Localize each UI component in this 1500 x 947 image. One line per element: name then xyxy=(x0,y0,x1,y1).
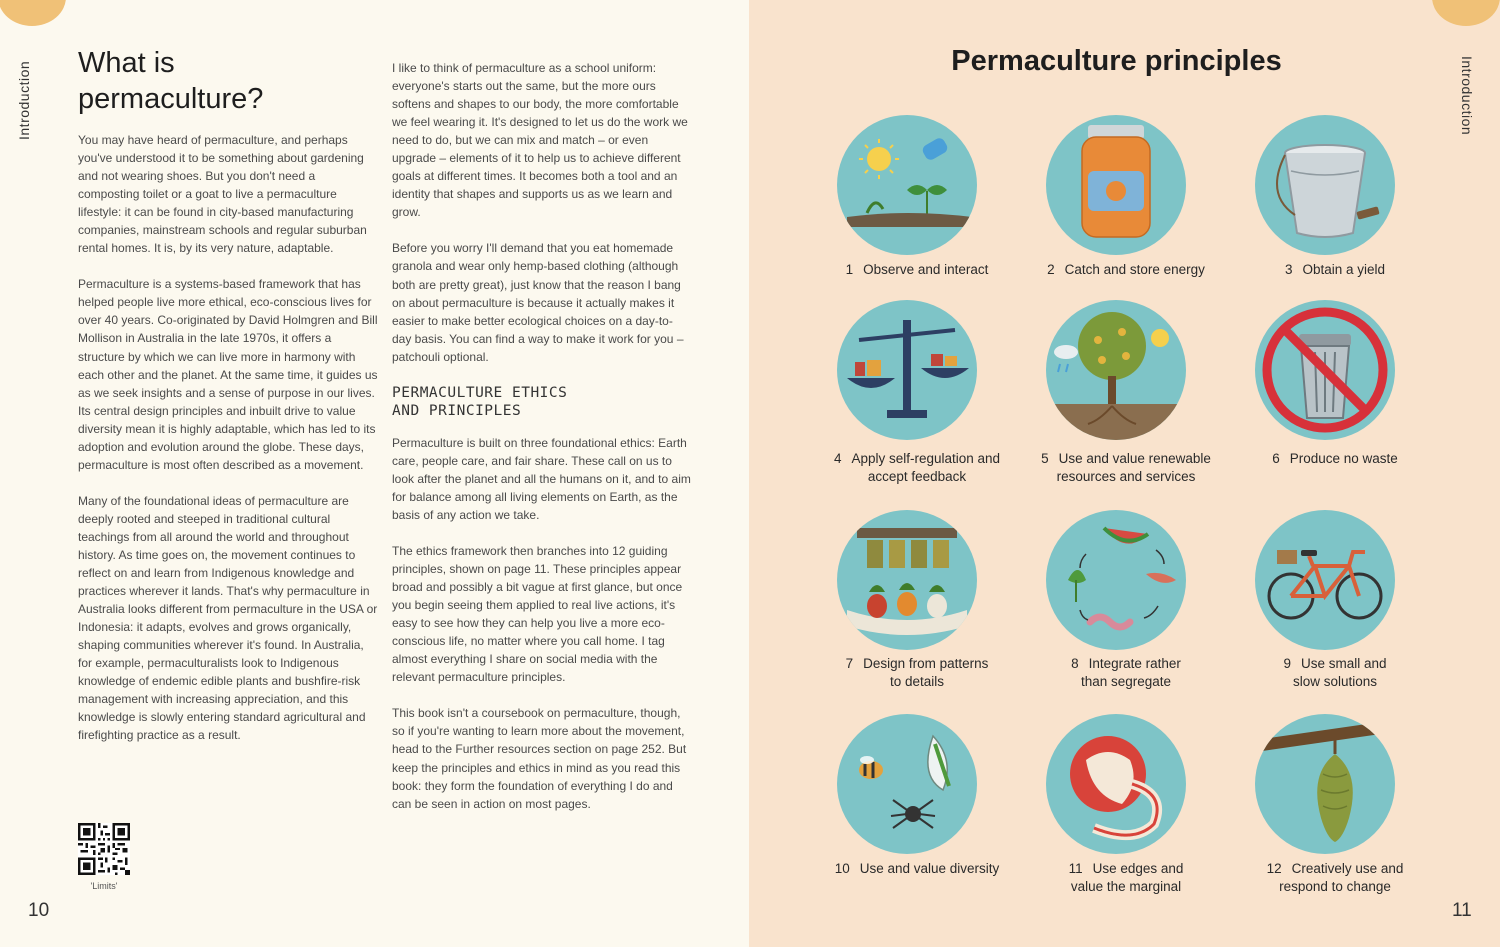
principle-label: 5 Use and value renewable resources and services xyxy=(1041,451,1211,484)
principle-label: 6 Produce no waste xyxy=(1272,451,1398,466)
principle-number: 2 xyxy=(1047,262,1055,277)
paragraph: Permaculture is built on three foundational ethics: Earth care, people care, and fair share. These call on us to look after the planet and all the humans on it, and to aim for balance among all living elements on Earth, as the basis of any action we take. xyxy=(392,435,691,522)
principle-label: 11 Use edges and value the marginal xyxy=(1068,861,1184,894)
principle-number: 12 xyxy=(1266,861,1282,876)
principle-number: 1 xyxy=(845,262,854,277)
paragraph: The ethics framework then branches into 12 guiding principles, shown on page 11. These principles appear broad and possibly a bit vague at first glance, but once you begin seeing them applied to real live actions, it's easy to see how they can help you live a more eco-conscious life, no matter where you call home. I tag almost everything I share on social media with the relevant permaculture principles. xyxy=(392,543,683,685)
corner-dot xyxy=(0,0,66,26)
tree-sun-rain-icon xyxy=(1046,300,1186,440)
principle-number: 4 xyxy=(833,451,842,466)
principle-label: 10 Use and value diversity xyxy=(834,861,1000,876)
paragraph: This book isn't a coursebook on permaculture, though, so if you're wanting to learn more about the movement, head to the Further resources section on page 252. But keep the principles and ethics in mind as you read this book: they form the foundation of everything I do and can be seen in action on most pages. xyxy=(392,706,687,811)
principle-label: 8 Integrate rather than segregate xyxy=(1071,656,1181,689)
scales-icon xyxy=(837,300,977,440)
paragraph: Before you worry I'll demand that you eat homemade granola and wear only hemp-based clothing (although both are pretty great), just know that the reason I bang on about permaculture is because it actually makes it easier to make better ecological choices on a day-to-day basis. You can find a way to make it work for you – patchouli optional. xyxy=(392,241,684,364)
left-page xyxy=(0,0,749,947)
text-column-1 xyxy=(78,131,378,763)
principle-label: 2 Catch and store energy xyxy=(1047,262,1205,277)
no-bin-icon xyxy=(1255,300,1395,440)
jam-jar-icon xyxy=(1046,115,1186,255)
bicycle-icon xyxy=(1255,510,1395,650)
principle-label: 1 Observe and interact xyxy=(845,262,989,277)
principle-number: 6 xyxy=(1272,451,1280,466)
principle-label: 3 Obtain a yield xyxy=(1284,262,1386,277)
principle-number: 9 xyxy=(1283,656,1291,671)
principle-number: 5 xyxy=(1041,451,1049,466)
qr-code[interactable] xyxy=(78,823,130,875)
principle-number: 7 xyxy=(845,656,854,671)
bucket-icon xyxy=(1255,115,1395,255)
cocoon-icon xyxy=(1255,714,1395,854)
qr-caption: 'Limits' xyxy=(90,881,118,891)
side-tab-introduction: Introduction xyxy=(16,60,32,140)
section-subheading: PERMACULTURE ETHICS AND PRINCIPLES xyxy=(392,384,568,419)
sun-watering-can-icon xyxy=(837,115,977,255)
principle-number: 8 xyxy=(1071,656,1079,671)
cycle-icon xyxy=(1046,510,1186,650)
corner-dot xyxy=(1432,0,1500,26)
insects-icon xyxy=(837,714,977,854)
paragraph: I like to think of permaculture as a school uniform: everyone's starts out the same, but the more ours softens and shapes to our body, the more comfortable we feel wearing it. It's designed to let us do the work we need to do, but we can mix and match – or even upgrade – elements of it to help us to achieve different goals at different times. It becomes both a tool and an identity that shapes and supports us as we learn and grow. xyxy=(392,61,688,220)
paragraph: Many of the foundational ideas of permaculture are deeply rooted and steeped in traditional cultural teachings from all around the world and throughout history. As time goes on, the movement continues to reflect on and learn from Indigenous knowledge and practices wherever it lands. That's why permaculture in Australia looks different from permaculture in the USA or Indonesia: it adapts, evolves and grows organically, shaping communities wherever it's found. In Australia, for example, permaculturalists look to Indigenous knowledge of endemic edible plants and bushfire-risk management with increasing appreciation, and this knowledge is slowly entering standard agricultural and firefighting practice as a result. xyxy=(78,493,378,743)
principles-title: Permaculture principles xyxy=(951,45,1282,77)
right-page xyxy=(749,0,1500,947)
principle-label: 7 Design from patterns to details xyxy=(845,656,989,689)
side-tab-introduction: Introduction xyxy=(1459,56,1475,136)
principle-number: 11 xyxy=(1068,861,1083,876)
principle-label: 12 Creatively use and respond to change xyxy=(1266,861,1404,894)
principle-number: 3 xyxy=(1284,262,1293,277)
page-number: 11 xyxy=(1452,900,1472,921)
page-number: 10 xyxy=(28,900,50,921)
garden-beds-icon xyxy=(837,510,977,650)
apple-peel-icon xyxy=(1046,714,1186,854)
page-title: What is permaculture? xyxy=(78,47,264,115)
principle-number: 10 xyxy=(834,861,850,876)
paragraph: You may have heard of permaculture, and perhaps you've understood it to be something about gardening and not wearing shoes. But you don't need a composting toilet or a goat to live a permaculture lifestyle: it can be found in city-based manufacturing companies, mainstream schools and regular suburban rental homes. It is, by its very nature, adaptable. xyxy=(78,133,367,256)
principle-label: 4 Apply self-regulation and accept feedback xyxy=(833,451,1001,484)
paragraph: Permaculture is a systems-based framework that has helped people live more ethical, eco-conscious lives for over 40 years. Co-originated by David Holmgren and Bill Mollison in Australia in the late 1970s, it offers a structure by which we can live more in harmony with each other and the planet. At the same time, it guides us as we seek insights and a sense of purpose in our lives. Its central design principles and inbuilt drive to value diversity mean it is highly adaptable, which has led to its adoption and evolution around the globe. These days, permaculture is most often described as a movement. xyxy=(78,277,378,472)
principle-label: 9 Use small and slow solutions xyxy=(1283,656,1387,689)
text-column-2 xyxy=(392,59,692,831)
